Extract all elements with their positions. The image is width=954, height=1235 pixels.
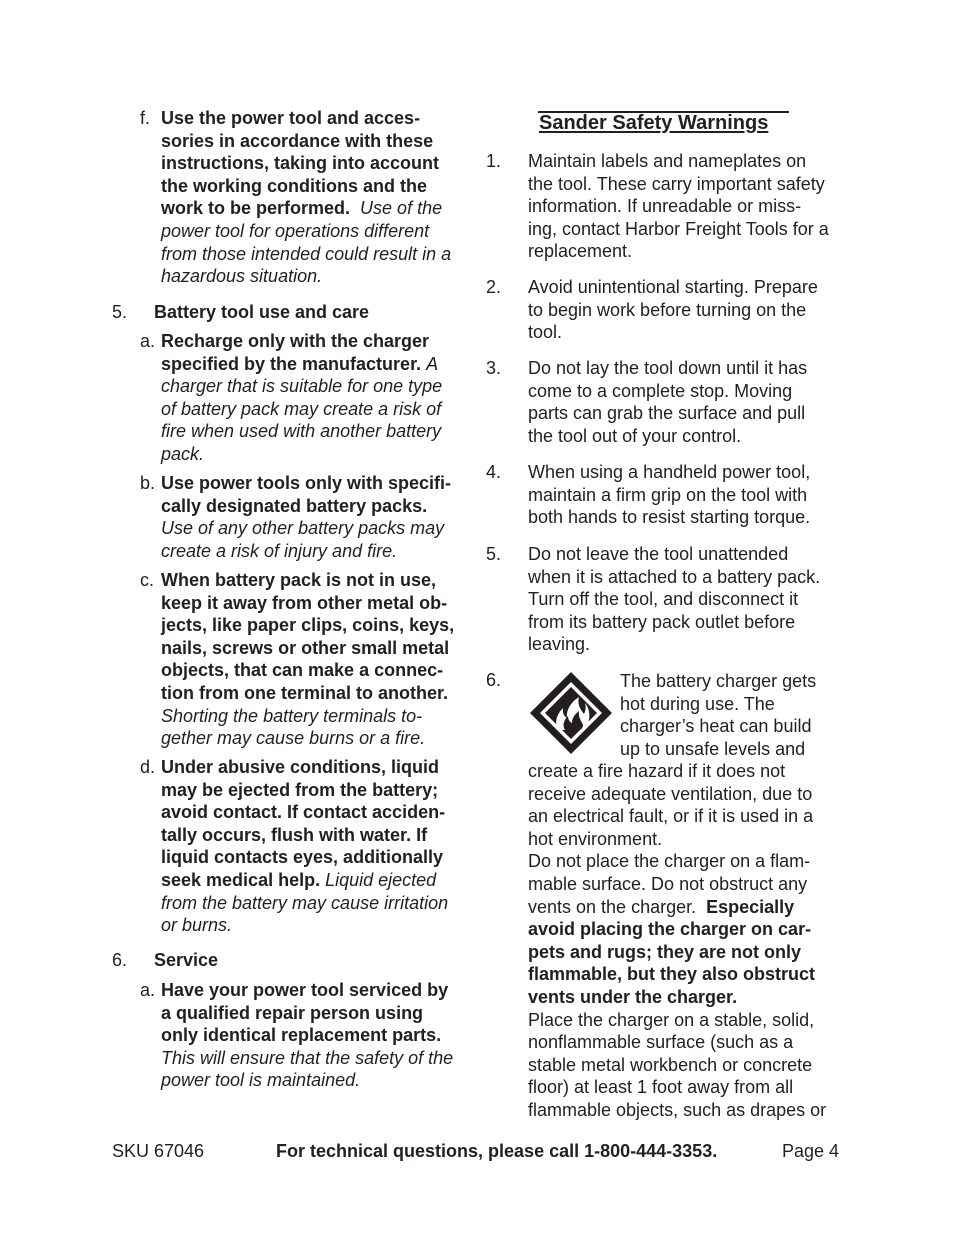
text-line: Avoid unintentional starting. Prepare bbox=[528, 277, 818, 297]
italic-span: Liquid ejected bbox=[325, 869, 437, 890]
text-line: from those intended could result in a bbox=[161, 243, 452, 264]
text-line: flammable, but they also obstruct bbox=[528, 964, 816, 985]
text-line: tool. bbox=[528, 322, 563, 343]
text-line: floor) at least 1 foot away from all bbox=[528, 1077, 794, 1098]
text-line: pets and rugs; they are not only bbox=[528, 941, 802, 962]
text-line: flammable objects, such as drapes or bbox=[528, 1099, 827, 1120]
italic-span: Use of the bbox=[360, 198, 443, 219]
warning-item-2 bbox=[486, 276, 848, 344]
footer-sku: SKU 67046 bbox=[112, 1141, 205, 1161]
item-marker: a. bbox=[140, 331, 156, 351]
text-line: When using a handheld power tool, bbox=[528, 462, 811, 482]
footer-tech-support: For technical questions, please call 1-800-444-3353. bbox=[276, 1141, 718, 1161]
text-line: avoid contact. If contact acciden- bbox=[161, 802, 446, 823]
text-line: stable metal workbench or concrete bbox=[528, 1054, 813, 1075]
text-line: This will ensure that the safety of the bbox=[161, 1047, 454, 1068]
text-line: Use the power tool and acces- bbox=[161, 108, 421, 128]
fire-hazard-icon bbox=[528, 670, 614, 756]
text-line: Do not leave the tool unattended bbox=[528, 544, 789, 564]
text-line: parts can grab the surface and pull bbox=[528, 403, 806, 424]
text-line: sories in accordance with these bbox=[161, 130, 434, 151]
item-marker: d. bbox=[140, 757, 156, 777]
text-line: charger’s heat can build bbox=[620, 716, 812, 737]
item-5a bbox=[140, 330, 470, 466]
text-line: gether may cause burns or a fire. bbox=[161, 728, 426, 749]
text-line: avoid placing the charger on car- bbox=[528, 919, 812, 940]
item-6a bbox=[140, 979, 470, 1092]
text-line: pack. bbox=[161, 443, 205, 464]
text-line: Have your power tool serviced by bbox=[161, 980, 449, 1000]
text-line: create a fire hazard if it does not bbox=[528, 761, 786, 781]
item-6-body bbox=[528, 760, 848, 1122]
text-line: hot during use. The bbox=[620, 693, 775, 714]
text-line bbox=[161, 197, 470, 220]
footer-page-number: Page 4 bbox=[782, 1141, 840, 1161]
section-number: 5. bbox=[112, 302, 128, 322]
text-line: mable surface. Do not obstruct any bbox=[528, 873, 808, 894]
item-marker: 1. bbox=[486, 151, 502, 171]
item-f bbox=[140, 107, 470, 288]
text-line: Do not lay the tool down until it has bbox=[528, 358, 808, 378]
text-line: Turn off the tool, and disconnect it bbox=[528, 589, 799, 610]
text-line: Do not place the charger on a flam- bbox=[528, 851, 811, 872]
text-line: tally occurs, flush with water. If bbox=[161, 824, 428, 845]
section-number: 6. bbox=[112, 950, 128, 970]
text-line: power tool for operations different bbox=[161, 220, 430, 241]
text-line bbox=[161, 869, 470, 892]
text-line: Recharge only with the charger bbox=[161, 331, 430, 351]
text-line: maintain a firm grip on the tool with bbox=[528, 484, 808, 505]
section-title: Battery tool use and care bbox=[154, 302, 370, 322]
text-line: Maintain labels and nameplates on bbox=[528, 151, 807, 171]
italic-span: A bbox=[426, 353, 439, 374]
text-line: an electrical fault, or if it is used in a bbox=[528, 806, 814, 827]
bold-span: Especially bbox=[706, 896, 795, 917]
item-marker: f. bbox=[140, 108, 151, 128]
warning-item-1 bbox=[486, 150, 848, 263]
text-line: liquid contacts eyes, additionally bbox=[161, 847, 444, 868]
text-line: the tool out of your control. bbox=[528, 425, 742, 446]
section-service bbox=[112, 949, 218, 972]
section-heading: Sander Safety Warnings bbox=[539, 112, 769, 134]
text-line: may be ejected from the battery; bbox=[161, 779, 439, 800]
warning-item-4 bbox=[486, 461, 848, 529]
item-5d bbox=[140, 756, 470, 937]
text-line: When battery pack is not in use, bbox=[161, 570, 437, 590]
bold-span: specified by the manufacturer. bbox=[161, 353, 422, 374]
text-line: both hands to resist starting torque. bbox=[528, 507, 811, 528]
text-line: The battery charger gets bbox=[620, 671, 817, 691]
text-line: the tool. These carry important safety bbox=[528, 173, 825, 194]
text-line: hot environment. bbox=[528, 828, 663, 849]
text-line bbox=[161, 353, 470, 376]
item-6-beside-icon bbox=[620, 670, 850, 760]
text-line: Place the charger on a stable, solid, bbox=[528, 1009, 815, 1030]
text-line: keep it away from other metal ob- bbox=[161, 592, 448, 613]
item-marker: 6. bbox=[486, 670, 502, 690]
warning-item-3 bbox=[486, 357, 848, 447]
text-line: up to unsafe levels and bbox=[620, 738, 806, 759]
item-marker: 5. bbox=[486, 544, 502, 564]
text-line: nails, screws or other small metal bbox=[161, 637, 450, 658]
text-line: charger that is suitable for one type bbox=[161, 376, 443, 397]
warning-item-5 bbox=[486, 543, 848, 656]
text-line: ing, contact Harbor Freight Tools for a bbox=[528, 218, 829, 239]
item-marker: b. bbox=[140, 473, 156, 493]
text-line: tion from one terminal to another. bbox=[161, 682, 449, 703]
text-line: from the battery may cause irritation bbox=[161, 892, 449, 913]
text-line: objects, that can make a connec- bbox=[161, 660, 444, 681]
text-line: Use of any other battery packs may bbox=[161, 518, 445, 539]
item-marker: 4. bbox=[486, 462, 502, 482]
text-line: of battery pack may create a risk of bbox=[161, 398, 442, 419]
item-marker: 3. bbox=[486, 358, 502, 378]
text-line: a qualified repair person using bbox=[161, 1002, 424, 1023]
text-line: jects, like paper clips, coins, keys, bbox=[161, 615, 455, 636]
text-line: power tool is maintained. bbox=[161, 1070, 361, 1091]
item-5b bbox=[140, 472, 470, 562]
text-line: the working conditions and the bbox=[161, 175, 428, 196]
text-line: come to a complete stop. Moving bbox=[528, 380, 793, 401]
text-line: when it is attached to a battery pack. bbox=[528, 566, 821, 587]
text-line: leaving. bbox=[528, 634, 591, 655]
text-line bbox=[528, 896, 848, 919]
text-line: only identical replacement parts. bbox=[161, 1025, 442, 1046]
item-marker: c. bbox=[140, 570, 155, 590]
text-line: or burns. bbox=[161, 915, 233, 936]
text-line: create a risk of injury and fire. bbox=[161, 540, 398, 561]
text-line: nonflammable surface (such as a bbox=[528, 1032, 794, 1053]
bold-span: seek medical help. bbox=[161, 869, 321, 890]
text-line: fire when used with another battery bbox=[161, 421, 442, 442]
section-title: Service bbox=[154, 950, 219, 970]
item-marker: 2. bbox=[486, 277, 502, 297]
text-line: receive adequate ventilation, due to bbox=[528, 783, 813, 804]
text-line: replacement. bbox=[528, 241, 633, 262]
text-line: Use power tools only with specifi- bbox=[161, 473, 452, 493]
text-line: instructions, taking into account bbox=[161, 153, 440, 174]
text-line: hazardous situation. bbox=[161, 266, 323, 287]
item-5c bbox=[140, 569, 470, 750]
text-line: cally designated battery packs. bbox=[161, 495, 428, 516]
bold-span: work to be performed. bbox=[161, 198, 351, 219]
text-line: to begin work before turning on the bbox=[528, 299, 807, 320]
plain-span: vents on the charger. bbox=[528, 896, 707, 917]
text-line: vents under the charger. bbox=[528, 986, 738, 1007]
text-line: Shorting the battery terminals to- bbox=[161, 705, 423, 726]
section-battery-tool-use bbox=[112, 301, 369, 324]
item-marker: a. bbox=[140, 980, 156, 1000]
text-line: Under abusive conditions, liquid bbox=[161, 757, 440, 777]
text-line: information. If unreadable or miss- bbox=[528, 196, 802, 217]
text-line: from its battery pack outlet before bbox=[528, 611, 796, 632]
